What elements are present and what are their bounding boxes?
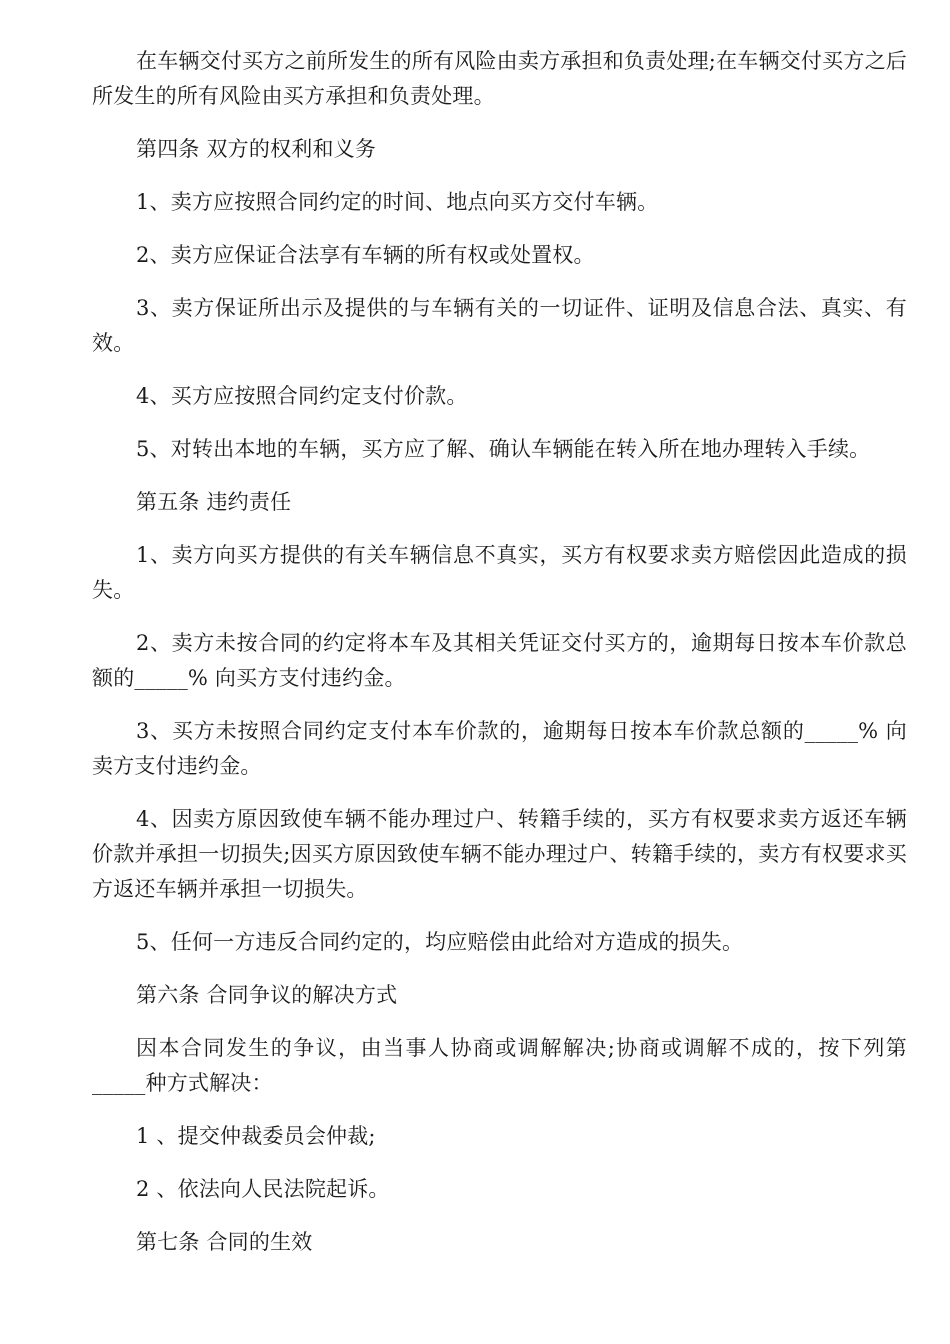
clause-5-3: 3、买方未按照合同约定支付本车价款的，逾期每日按本车价款总额的_____% 向卖方支付违约金。 <box>92 719 907 778</box>
heading-article-6: 第六条 合同争议的解决方式 <box>136 983 398 1007</box>
clause-6-2: 2 、依法向人民法院起诉。 <box>136 1177 390 1201</box>
document-page <box>92 44 907 1278</box>
clause-4-4: 4、买方应按照合同约定支付价款。 <box>136 384 468 408</box>
heading-article-5: 第五条 违约责任 <box>136 490 292 514</box>
clause-5-1: 1、卖方向买方提供的有关车辆信息不真实，买方有权要求卖方赔偿因此造成的损失。 <box>92 543 907 602</box>
clause-6-1: 1 、提交仲裁委员会仲裁; <box>136 1124 376 1148</box>
clause-4-2: 2、卖方应保证合法享有车辆的所有权或处置权。 <box>136 243 595 267</box>
clause-5-5: 5、任何一方违反合同约定的，均应赔偿由此给对方造成的损失。 <box>136 930 744 954</box>
paragraph-risk-transfer: 在车辆交付买方之前所发生的所有风险由卖方承担和负责处理;在车辆交付买方之后所发生的所有风险由买方承担和负责处理。 <box>92 49 907 108</box>
clause-5-2: 2、卖方未按合同的约定将本车及其相关凭证交付买方的，逾期每日按本车价款总额的_____% 向买方支付违约金。 <box>92 631 907 690</box>
heading-article-7: 第七条 合同的生效 <box>136 1230 313 1254</box>
clause-6-intro: 因本合同发生的争议，由当事人协商或调解解决;协商或调解不成的，按下列第_____种方式解决： <box>92 1036 907 1095</box>
heading-article-4: 第四条 双方的权利和义务 <box>136 137 377 161</box>
clause-4-3: 3、卖方保证所出示及提供的与车辆有关的一切证件、证明及信息合法、真实、有效。 <box>92 296 907 355</box>
clause-4-1: 1、卖方应按照合同约定的时间、地点向买方交付车辆。 <box>136 190 659 214</box>
clause-4-5: 5、对转出本地的车辆，买方应了解、确认车辆能在转入所在地办理转入手续。 <box>136 437 871 461</box>
clause-5-4: 4、因卖方原因致使车辆不能办理过户、转籍手续的，买方有权要求卖方返还车辆价款并承担一切损失;因买方原因致使车辆不能办理过户、转籍手续的，卖方有权要求买方返还车辆并承担一切损失。 <box>92 807 907 901</box>
